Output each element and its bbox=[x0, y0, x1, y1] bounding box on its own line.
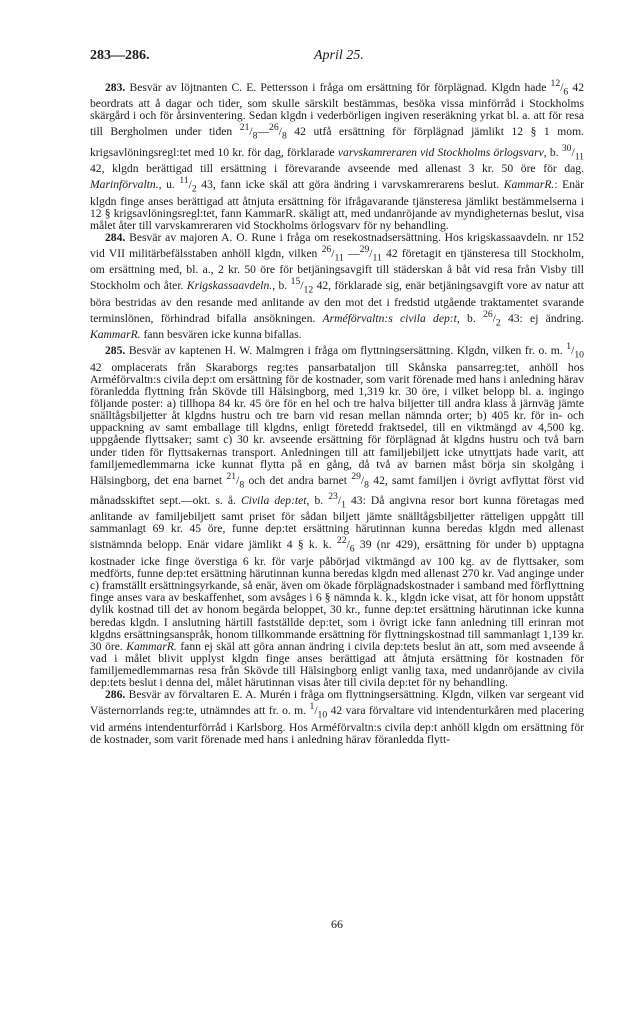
paragraph-285 bbox=[90, 341, 584, 689]
paragraph-284 bbox=[90, 232, 584, 341]
page-header bbox=[90, 48, 586, 66]
section-range: 283—286. bbox=[90, 48, 150, 63]
paragraph-number: 286. bbox=[105, 688, 126, 702]
paragraph-number: 284. bbox=[105, 230, 126, 244]
page-body bbox=[90, 78, 584, 746]
paragraph-text: Besvär av löjtnanten C. E. Pettersson i fråga om ersättning för förplägnad. Klgdn hade $^{12}/_6$ 42 beordrats att å dagar och tider, som skulle särskilt bestämmas, besöka vissa minförråd i Stockholms skärgård i och för årsinventering. Sedan klgdn i vederbörligen ingiven reseräkning yrkat bl. a. att för resa till Bergholmen under tiden $^{21}/_8—^{26}/_8$ 42 utfå ersättning för förplägnad jämlikt 12 § 1 mom. krigsavlöningsregl:tet med 10 kr. för dag, förklarade varvskamreraren vid Stockholms örlogsvarv, b. $^{30}/_{11}$ 42, klgdn berättigad till ersättning i förevarande avseende med allenast 3 kr. 50 öre för dag. Marinförvaltn., u. $^{11}/_2$ 43, fann icke skäl att göra ändring i varvskamrerarens beslut. KammarR.: Enär klgdn finge anses berättigad att åtnjuta ersättning för ifrågavarande tjänsteresa jämlikt bestämmelserna i 12 § krigsavlöningsregl:tet, fann KammarR. skäligt att, med undanröjande av myndigheternas beslut, visa målet åter till varvskamreraren vid Stockholms örlogsvarv för ny behandling. bbox=[90, 78, 585, 232]
page-number: 66 bbox=[331, 917, 343, 931]
paragraph-text: Besvär av kaptenen H. W. Malmgren i fråga om flyttningsersättning. Klgdn, vilken fr. o. m. $^1/_{10}$ 42 omplacerats från Skaraborgs reg:tes pansarbataljon till Skånska pansarreg:tet, anhöll hos Arméförvaltn:s civila dep:t om ersättning för de kostnader, som varit förenade med hans i anledning härav föranledda flyttning från Skövde till Hälsingborg, med 1,319 kr. 30 öre, i vilket belopp bl. a. ingingo följande poster: a) tillhopa 84 kr. 45 öre för en hel och tre halva biljetter till andra klass å järnväg jämte snälltågsbiljetter åt klgdns hustru och tre barn vid resan mellan nämnda orter; b) 405 kr. för in- och uppackning av samt emballage till klgdns, enligt företedd fraktsedel, till en viktmängd av 4,500 kg. uppgående flyttsaker; samt c) 30 kr. avseende ersättning för förplägnad åt klgdns hustru och två barn under tiden för flyttsakernas transport. Anledningen till att familjebiljett icke utnyttjats hade varit, att familjemedlemmarna icke kunnat flytta på en gång, då två av barnen måst börja sin skolgång i Hälsingborg, det ena barnet $^{21}/_8$ och det andra barnet $^{29}/_8$ 42, samt familjen i övrigt avflyttat först vid månadsskiftet sept.—okt. s. å. Civila dep:tet, b. $^{23}/_1$ 43: Då angivna resor bort kunna företagas med anlitande av familjebiljett samt priset för sådan biljett jämte snälltågsbiljetter rätteligen uppgått till sammanlagt 69 kr. 45 öre, funne dep:tet ersättning härutinnan kunna beredas klgdn med allenast sistnämnda belopp. Enär vidare jämlikt 4 § k. k. $^{22}/_6$ 39 (nr 429), ersättning för under b) upptagna kostnader icke finge överstiga 6 kr. för varje påbörjad viktmängd av 100 kg. av de flyttsaker, som medförts, funne dep:tet ersättning härutinnan kunna beredas klgdn med allenast 270 kr. Vad anginge under c) framställt ersättningsyrkande, så enär, även om ökade förplägnadskostnader i samband med förflyttning finge anses vara av beskaffenhet, som avsåges i 6 § nämnda k. k., klgdn icke visat, att för honom uppstått dylik kostnad till det av honom begärda beloppet, 30 kr., funne dep:tet ersättning härutinnan icke kunna beredas klgdn. I anslutning härtill fastställde dep:tet, som i övrigt icke fann anledning till erinran mot klgdns ersättningsanspråk, honom tillkommande ersättning för flyttningskostnad till sammanlagt 1,139 kr. 30 öre. KammarR. fann ej skäl att göra annan ändring i civila dep:tets beslut än att, som med avseende å vad i målet blivit upplyst klgdn finge anses berättigad att åtnjuta ersättning för kostnaden för familjemedlemmarnas resa från Skövde till Hälsingborg enligt vanlig taxa, med undanröjande av civila dep:tets beslut i denna del, målet härutinnan visas åter till civila dep:tet för ny behandling. bbox=[90, 341, 585, 690]
paragraph-number: 283. bbox=[105, 80, 126, 94]
paragraph-283 bbox=[90, 78, 584, 232]
header-date: April 25. bbox=[314, 48, 364, 63]
paragraph-286 bbox=[90, 689, 584, 746]
paragraph-text: Besvär av förvaltaren E. A. Murén i fråga om flyttningsersättning. Klgdn, vilken var sergeant vid Västernorrlands reg:te, utnämndes att fr. o. m. $^1/_{10}$ 42 vara förvaltare vid intendenturkåren med placering vid arméns intendenturförråd i Karlsborg. Hos Arméförvaltn:s civila dep:t anhöll klgdn om ersättning för de kostnader, som varit förenade med hans i anledning härav föranledda flytt- bbox=[90, 688, 584, 746]
paragraph-number: 285. bbox=[105, 344, 126, 358]
paragraph-text: Besvär av majoren A. O. Rune i fråga om resekostnadsersättning. Hos krigskassaavdeln. nr 152 vid VII militärbefälsstaben anhöll klgdn, vilken $^{26}/_{11}$ $—^{29}/_{11}$ 42 företagit en tjänsteresa till Stockholm, om ersättning med, bl. a., 2 kr. 50 öre för betjäningsavgift till städerskan å båt vid resa från Visby till Stockholm och åter. Krigskassaavdeln., b. $^{15}/_{12}$ 42, förklarade sig, enär betjäningsavgift vore av natur att böra bestridas av den resande med anlitande av den mot det i fredstid utgående traktamentet svarande terminslönen, förhindrad bifalla ansökningen. Arméförvaltn:s civila dep:t, b. $^{26}/_2$ 43: ej ändring. KammarR. fann besvären icke kunna bifallas. bbox=[90, 230, 584, 342]
